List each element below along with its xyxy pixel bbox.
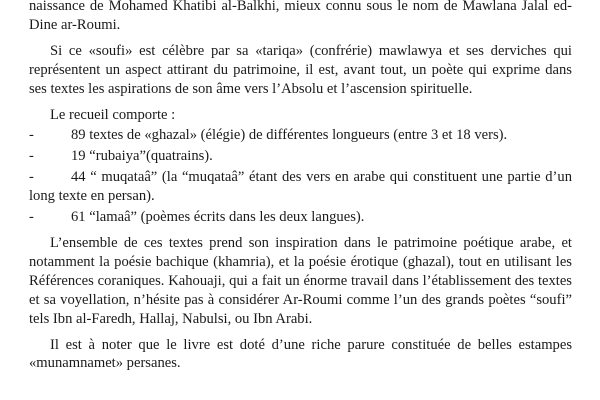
- list-dash: -: [29, 169, 34, 186]
- list-heading: Le recueil comporte :: [50, 106, 176, 123]
- list-item: [29, 126, 572, 145]
- list-item: [29, 168, 572, 206]
- list-item-text: 61 “lamaâ” (poèmes écrits dans les deux langues).: [71, 209, 365, 226]
- list-dash: -: [29, 148, 34, 165]
- list-item: [29, 147, 572, 166]
- list-item: [29, 208, 572, 227]
- list-item-text: 89 textes de «ghazal» (élégie) de différentes longueurs (entre 3 et 18 vers).: [71, 127, 508, 144]
- paragraph-1: Si ce «soufi» est célèbre par sa «tariqa» (confrérie) mawlawya et ses derviches qui représentent un aspect attirant du patrimoine, il est, avant tout, un poète qui exprime dans ses textes les aspirations de son âme vers l’Absolu et l’ascension spirituelle.: [29, 42, 572, 97]
- list-dash: -: [29, 127, 34, 144]
- list-item-text: 19 “rubaiya”(quatrains).: [71, 148, 213, 165]
- list-item-text: 44 “ muqataâ” (la “muqataâ” étant des vers en arabe qui constituent une partie d’un long texte en persan).: [29, 169, 572, 205]
- document-page: [29, 0, 572, 373]
- paragraph-2: L’ensemble de ces textes prend son inspiration dans le patrimoine poétique arabe, et notamment la poésie bachique (khamria), et la poésie érotique (ghazal), tout en utilisant les Références coraniques. Kahouaji, qui a fait un énorme travail dans l’établissement des textes et sa voyellation, n’hésite pas à considérer Ar-Roumi comme l’un des grands poètes “soufi” tels Ibn al-Faredh, Hallaj, Nabulsi, ou Ibn Arabi.: [29, 234, 572, 327]
- paragraph-0: naissance de Mohamed Khatibi al-Balkhi, mieux connu sous le nom de Mawlana Jalal ed-Dine ar-Roumi.: [29, 0, 572, 33]
- paragraph-3: Il est à noter que le livre est doté d’une riche parure constituée de belles estampes «munamnamet» persanes.: [29, 336, 572, 372]
- list-dash: -: [29, 209, 34, 226]
